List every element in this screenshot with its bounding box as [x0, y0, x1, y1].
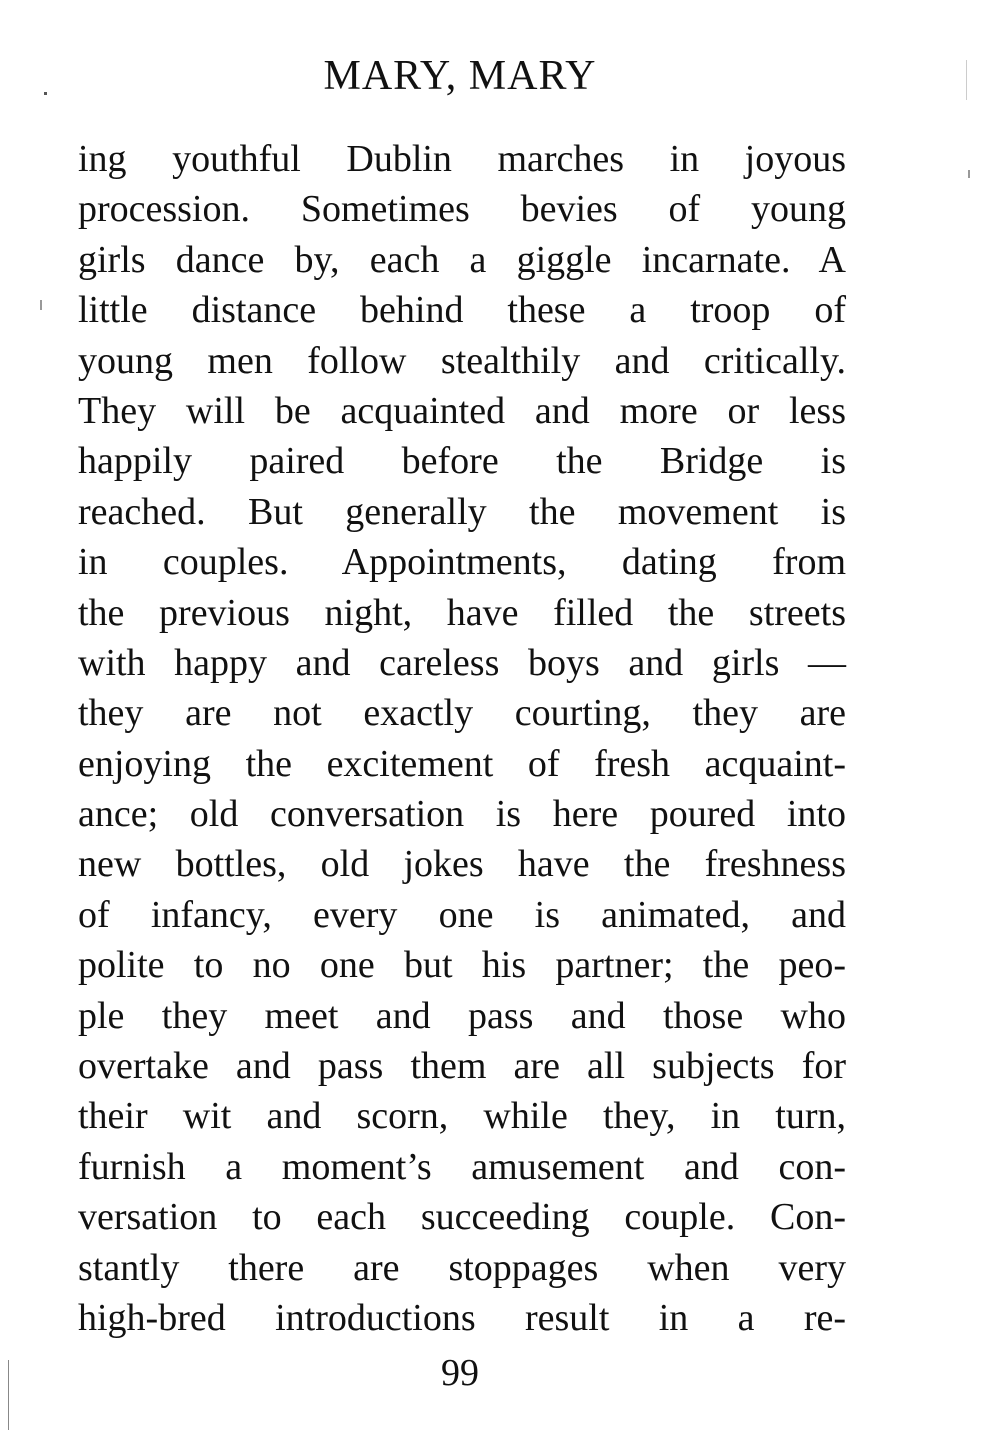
text-line: in couples. Appointments, dating from	[78, 541, 846, 584]
text-line: of infancy, every one is animated, and	[78, 893, 846, 936]
text-line: ance; old conversation is here poured into	[78, 793, 846, 836]
body-text	[78, 134, 846, 1343]
scan-edge-line	[8, 1360, 9, 1430]
page-number: 99	[441, 1352, 479, 1394]
scan-speck	[44, 92, 47, 95]
scan-edge-line	[966, 60, 967, 100]
text-line: they are not exactly courting, they are	[78, 692, 846, 735]
text-line: with happy and careless boys and girls —	[78, 641, 846, 684]
scan-speck	[40, 300, 42, 310]
text-line: enjoying the excitement of fresh acquaint-	[78, 742, 846, 785]
text-line: ple they meet and pass and those who	[78, 994, 846, 1037]
text-line: little distance behind these a troop of	[78, 289, 846, 332]
text-line: ing youthful Dublin marches in joyous	[78, 138, 846, 180]
text-line: reached. But generally the movement is	[78, 490, 846, 533]
text-line: their wit and scorn, while they, in turn,	[78, 1095, 846, 1138]
text-line: furnish a moment’s amusement and con-	[78, 1145, 846, 1188]
running-head: MARY, MARY	[323, 53, 597, 99]
text-line: young men follow stealthily and critically.	[78, 339, 846, 382]
scan-speck	[968, 170, 970, 178]
text-line: the previous night, have filled the streets	[78, 591, 846, 634]
text-line: girls dance by, each a giggle incarnate. A	[78, 238, 846, 281]
text-line: procession. Sometimes bevies of young	[78, 188, 846, 231]
text-line: new bottles, old jokes have the freshness	[78, 843, 846, 886]
text-line: overtake and pass them are all subjects for	[78, 1045, 846, 1088]
text-line: polite to no one but his partner; the peo-	[78, 944, 846, 987]
text-line: high-bred introductions result in a re-	[78, 1296, 846, 1339]
text-line: They will be acquainted and more or less	[78, 389, 846, 432]
text-line: stantly there are stoppages when very	[78, 1246, 846, 1289]
text-line: versation to each succeeding couple. Con-	[78, 1196, 846, 1239]
text-line: happily paired before the Bridge is	[78, 440, 846, 483]
